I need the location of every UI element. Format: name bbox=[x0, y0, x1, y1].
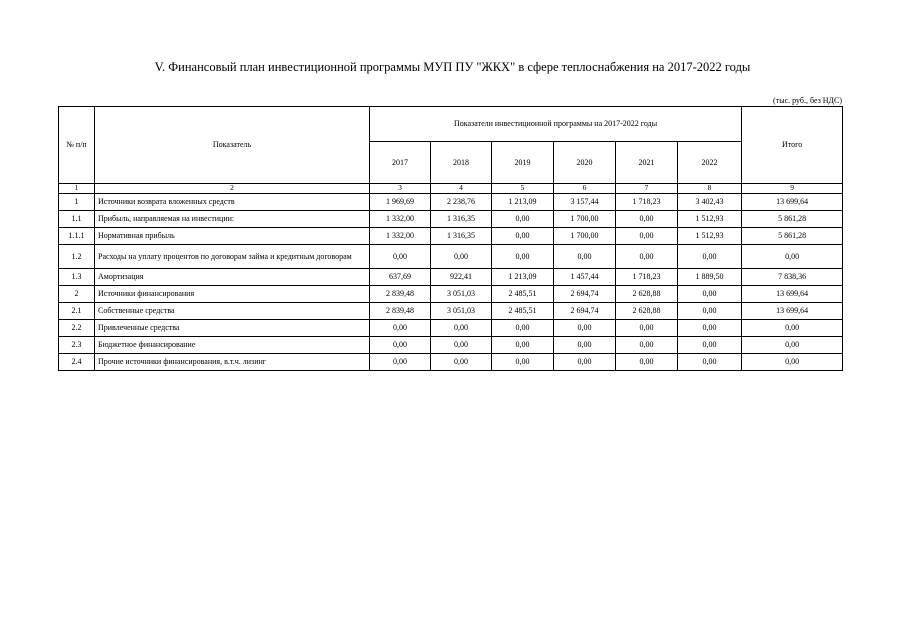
row-value: 0,00 bbox=[678, 302, 742, 319]
row-value: 0,00 bbox=[678, 244, 742, 268]
row-value: 0,00 bbox=[554, 319, 616, 336]
column-number: 6 bbox=[554, 184, 616, 194]
row-name: Прибыль, направляемая на инвестиции: bbox=[95, 210, 370, 227]
table-row bbox=[59, 244, 843, 268]
row-total: 0,00 bbox=[742, 244, 843, 268]
column-number: 1 bbox=[59, 184, 95, 194]
column-number: 2 bbox=[95, 184, 370, 194]
row-value: 1 512,93 bbox=[678, 210, 742, 227]
row-value: 2 238,76 bbox=[431, 193, 492, 210]
header-year: 2021 bbox=[616, 142, 678, 184]
header-year: 2019 bbox=[492, 142, 554, 184]
row-value: 3 051,03 bbox=[431, 302, 492, 319]
row-value: 0,00 bbox=[370, 319, 431, 336]
row-value: 1 457,44 bbox=[554, 268, 616, 285]
row-value: 2 839,48 bbox=[370, 302, 431, 319]
row-number: 2.1 bbox=[59, 302, 95, 319]
row-total: 13 699,64 bbox=[742, 193, 843, 210]
row-value: 1 889,50 bbox=[678, 268, 742, 285]
row-name: Источники возврата вложенных средств bbox=[95, 193, 370, 210]
table-row bbox=[59, 193, 843, 210]
row-name: Расходы на уплату процентов по договорам займа и кредитным договорам bbox=[95, 244, 370, 268]
row-value: 1 213,09 bbox=[492, 268, 554, 285]
row-value: 1 718,23 bbox=[616, 193, 678, 210]
row-number: 1.2 bbox=[59, 244, 95, 268]
column-numbers-row bbox=[59, 184, 843, 194]
header-group: Показатели инвестиционной программы на 2017-2022 годы bbox=[370, 107, 742, 142]
header-year: 2022 bbox=[678, 142, 742, 184]
row-value: 0,00 bbox=[678, 353, 742, 370]
row-value: 3 157,44 bbox=[554, 193, 616, 210]
row-name: Амортизация bbox=[95, 268, 370, 285]
header-total: Итого bbox=[742, 107, 843, 184]
document-title: V. Финансовый план инвестиционной программы МУП ПУ "ЖКХ" в сфере теплоснабжения на 2017-2022 годы bbox=[154, 60, 751, 74]
row-value: 0,00 bbox=[492, 210, 554, 227]
row-value: 0,00 bbox=[554, 353, 616, 370]
row-value: 922,41 bbox=[431, 268, 492, 285]
row-value: 0,00 bbox=[554, 336, 616, 353]
row-value: 0,00 bbox=[431, 353, 492, 370]
row-number: 1.3 bbox=[59, 268, 95, 285]
row-name: Прочие источники финансирования, в.т.ч. лизинг bbox=[95, 353, 370, 370]
table-row bbox=[59, 227, 843, 244]
row-value: 0,00 bbox=[678, 319, 742, 336]
row-value: 0,00 bbox=[492, 336, 554, 353]
row-name: Бюджетное финансирование bbox=[95, 336, 370, 353]
row-number: 1.1.1 bbox=[59, 227, 95, 244]
row-value: 0,00 bbox=[370, 244, 431, 268]
table-row bbox=[59, 353, 843, 370]
row-value: 2 485,51 bbox=[492, 302, 554, 319]
row-number: 2.3 bbox=[59, 336, 95, 353]
table-row bbox=[59, 319, 843, 336]
row-number: 2 bbox=[59, 285, 95, 302]
row-value: 0,00 bbox=[554, 244, 616, 268]
row-value: 0,00 bbox=[616, 210, 678, 227]
row-value: 1 332,00 bbox=[370, 210, 431, 227]
row-value: 1 332,00 bbox=[370, 227, 431, 244]
row-value: 0,00 bbox=[431, 336, 492, 353]
row-number: 2.4 bbox=[59, 353, 95, 370]
row-value: 2 485,51 bbox=[492, 285, 554, 302]
table-row bbox=[59, 285, 843, 302]
units-note: (тыс. руб., без НДС) bbox=[773, 96, 842, 105]
row-value: 2 628,88 bbox=[616, 302, 678, 319]
row-value: 0,00 bbox=[492, 353, 554, 370]
row-value: 0,00 bbox=[616, 336, 678, 353]
row-value: 2 694,74 bbox=[554, 285, 616, 302]
row-total: 13 699,64 bbox=[742, 285, 843, 302]
table-row bbox=[59, 336, 843, 353]
row-name: Собственные средства bbox=[95, 302, 370, 319]
header-indicator: Показатель bbox=[95, 107, 370, 184]
column-number: 4 bbox=[431, 184, 492, 194]
row-value: 1 700,00 bbox=[554, 227, 616, 244]
row-number: 2.2 bbox=[59, 319, 95, 336]
row-total: 7 838,36 bbox=[742, 268, 843, 285]
row-value: 0,00 bbox=[616, 227, 678, 244]
row-value: 0,00 bbox=[616, 353, 678, 370]
row-value: 637,69 bbox=[370, 268, 431, 285]
row-value: 0,00 bbox=[431, 319, 492, 336]
row-value: 0,00 bbox=[616, 319, 678, 336]
row-value: 1 700,00 bbox=[554, 210, 616, 227]
row-total: 0,00 bbox=[742, 336, 843, 353]
row-value: 1 213,09 bbox=[492, 193, 554, 210]
column-number: 8 bbox=[678, 184, 742, 194]
row-value: 1 718,23 bbox=[616, 268, 678, 285]
row-number: 1 bbox=[59, 193, 95, 210]
header-row bbox=[59, 107, 843, 142]
row-value: 2 839,48 bbox=[370, 285, 431, 302]
row-name: Источники финансирования bbox=[95, 285, 370, 302]
row-total: 0,00 bbox=[742, 353, 843, 370]
column-number: 5 bbox=[492, 184, 554, 194]
row-total: 0,00 bbox=[742, 319, 843, 336]
table-row bbox=[59, 268, 843, 285]
row-value: 1 512,93 bbox=[678, 227, 742, 244]
table-row bbox=[59, 210, 843, 227]
row-value: 0,00 bbox=[678, 285, 742, 302]
row-value: 2 694,74 bbox=[554, 302, 616, 319]
row-number: 1.1 bbox=[59, 210, 95, 227]
row-value: 0,00 bbox=[492, 227, 554, 244]
row-total: 5 861,28 bbox=[742, 210, 843, 227]
row-value: 3 402,43 bbox=[678, 193, 742, 210]
row-name: Нормативная прибыль bbox=[95, 227, 370, 244]
header-year: 2020 bbox=[554, 142, 616, 184]
row-value: 1 969,69 bbox=[370, 193, 431, 210]
row-value: 3 051,03 bbox=[431, 285, 492, 302]
column-number: 3 bbox=[370, 184, 431, 194]
row-value: 0,00 bbox=[431, 244, 492, 268]
row-value: 1 316,35 bbox=[431, 210, 492, 227]
financial-plan-table bbox=[58, 106, 843, 371]
row-value: 0,00 bbox=[492, 319, 554, 336]
row-name: Привлеченные средства bbox=[95, 319, 370, 336]
row-value: 1 316,35 bbox=[431, 227, 492, 244]
row-value: 0,00 bbox=[616, 244, 678, 268]
header-year: 2018 bbox=[431, 142, 492, 184]
row-value: 2 628,88 bbox=[616, 285, 678, 302]
row-total: 5 861,28 bbox=[742, 227, 843, 244]
table-row bbox=[59, 302, 843, 319]
row-value: 0,00 bbox=[678, 336, 742, 353]
header-year: 2017 bbox=[370, 142, 431, 184]
row-value: 0,00 bbox=[370, 336, 431, 353]
row-value: 0,00 bbox=[370, 353, 431, 370]
column-number: 7 bbox=[616, 184, 678, 194]
row-total: 13 699,64 bbox=[742, 302, 843, 319]
row-value: 0,00 bbox=[492, 244, 554, 268]
header-num: № п/п bbox=[59, 107, 95, 184]
column-number: 9 bbox=[742, 184, 843, 194]
